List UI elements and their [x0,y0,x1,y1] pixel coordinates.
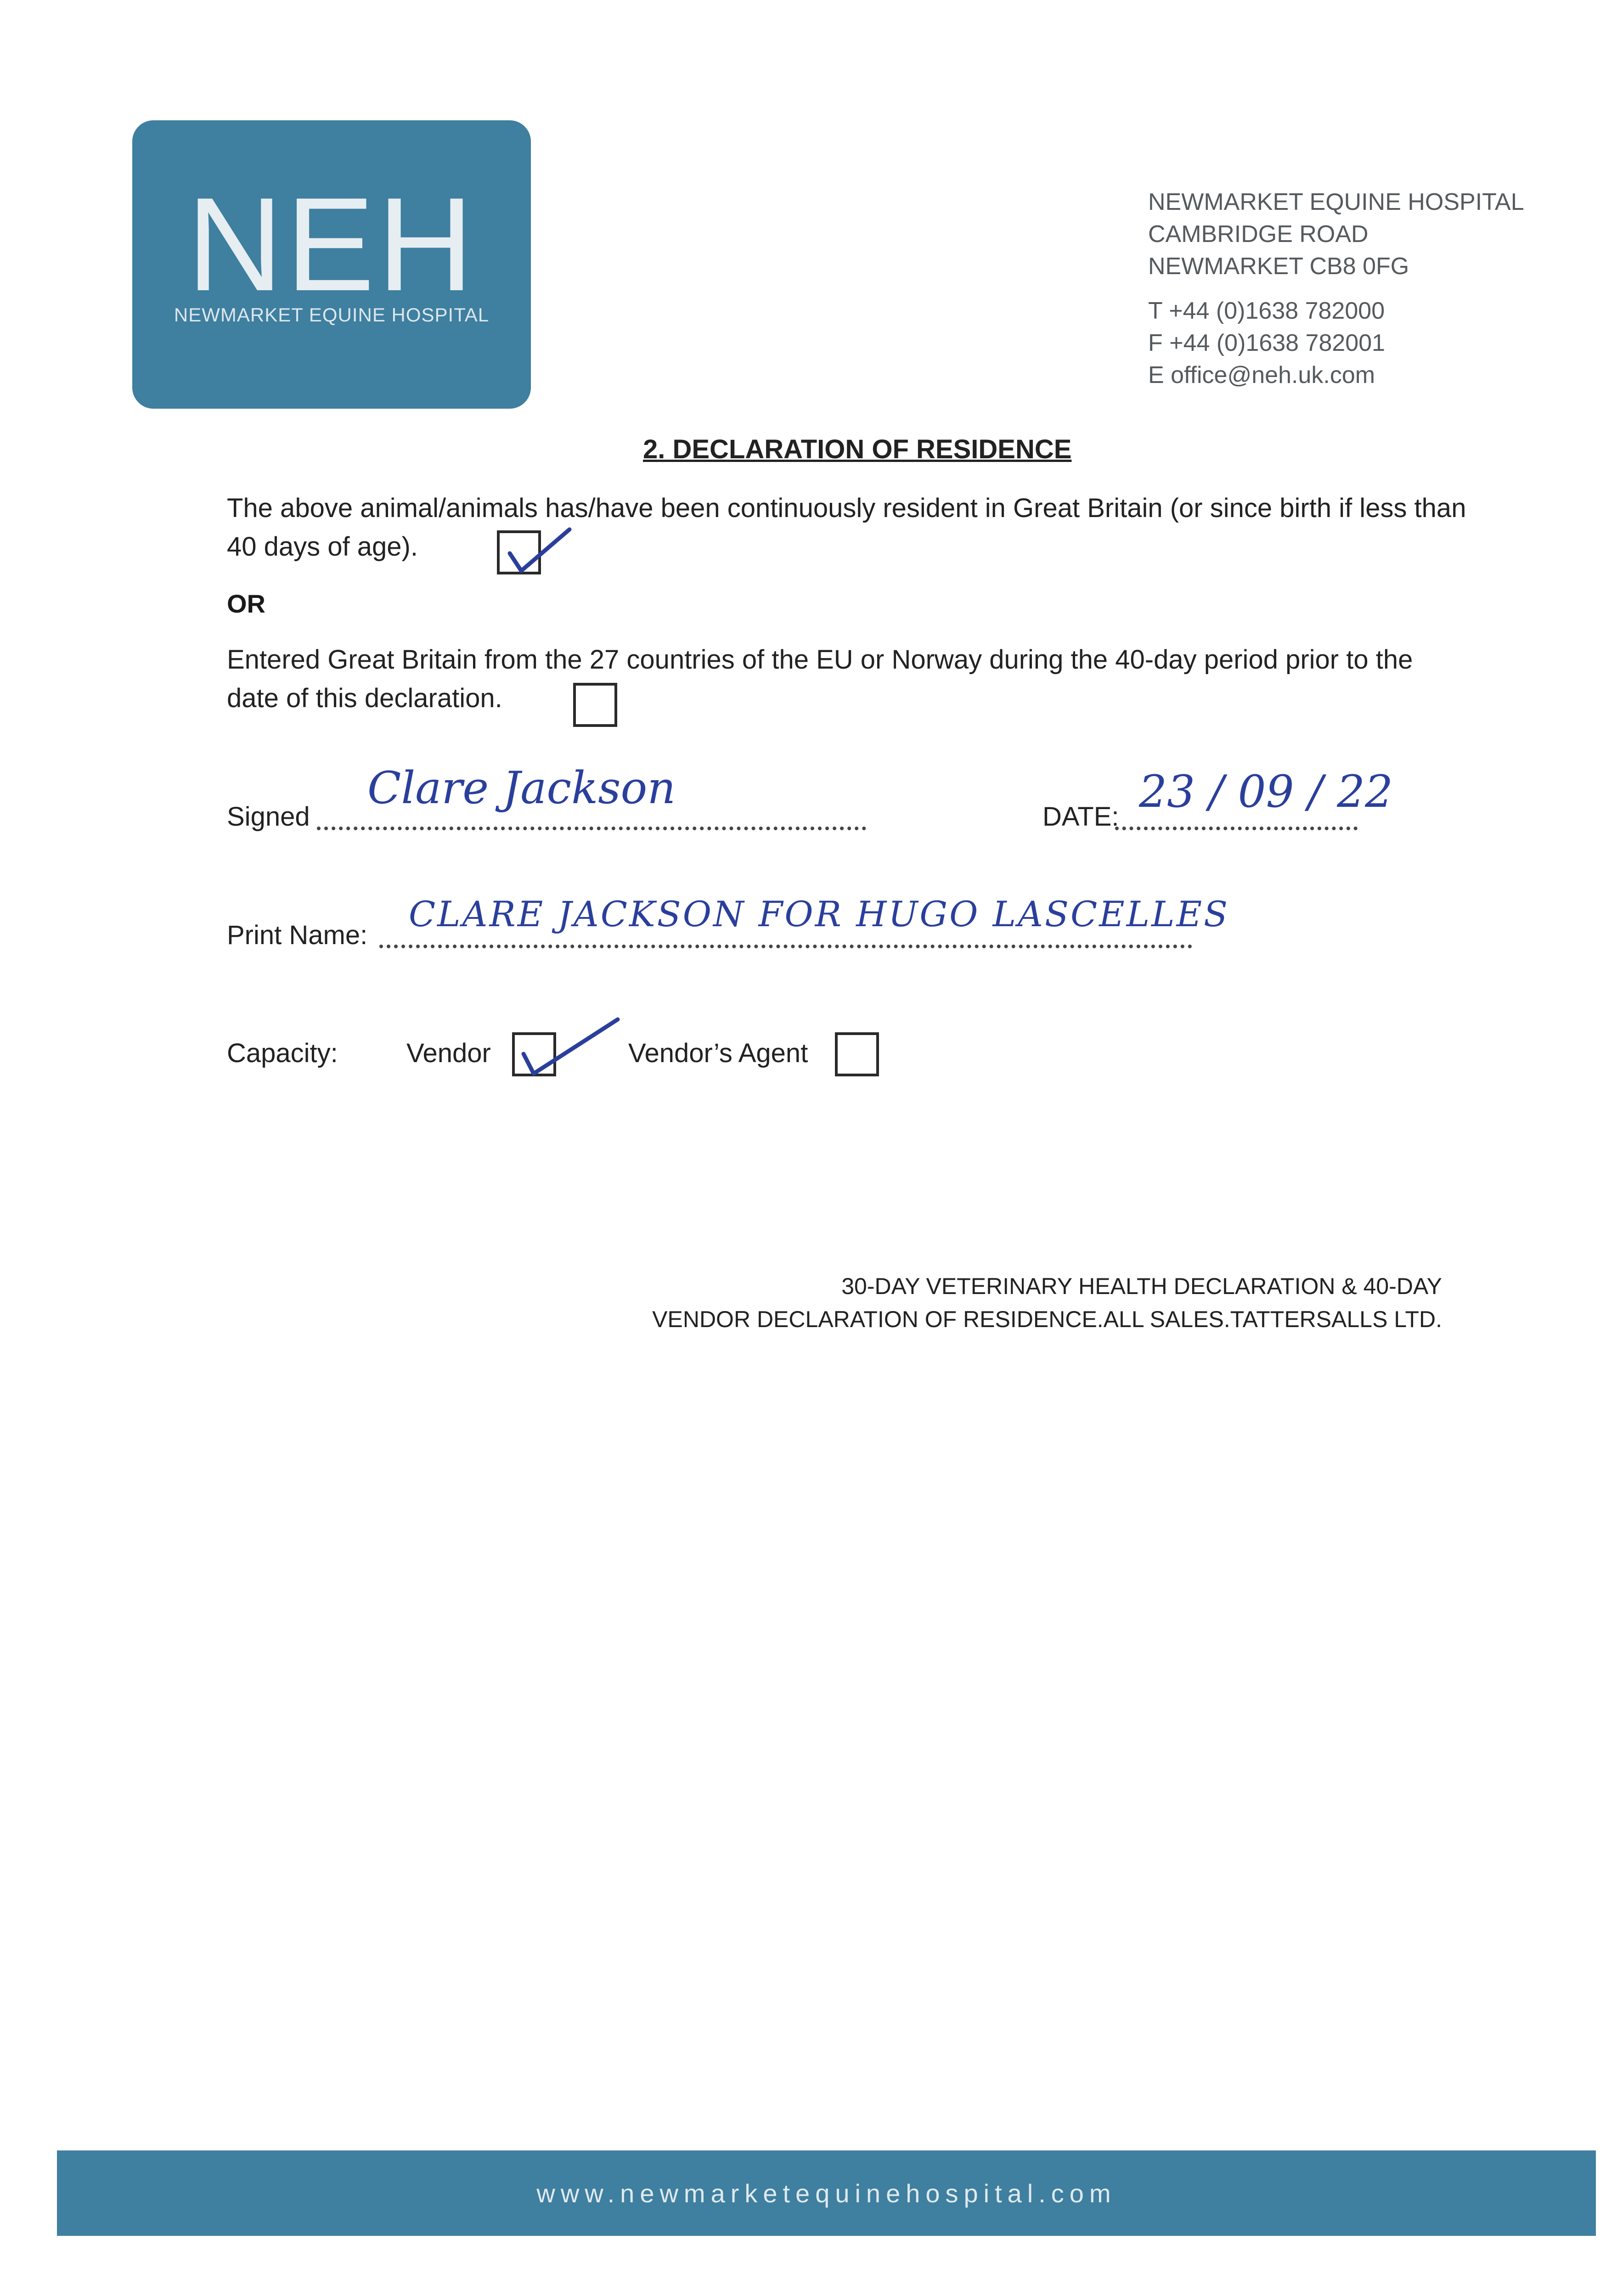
print-name-value: CLARE JACKSON FOR HUGO LASCELLES [409,894,1230,934]
contact-fax: F +44 (0)1638 782001 [1148,330,1386,356]
vendor-label: Vendor [406,1038,491,1068]
contact-block [1148,295,1385,391]
hospital-logo [132,120,531,409]
vendor-agent-checkbox[interactable] [835,1032,879,1076]
logo-letter-n: N [186,170,286,319]
date-line [1115,827,1358,830]
logo-subtitle: NEWMARKET EQUINE HOSPITAL [174,304,490,326]
option-1-checkbox[interactable] [497,530,541,574]
footer-bar [57,2150,1596,2236]
form-reference [432,1270,1442,1336]
logo-letter-h: H [377,170,477,319]
logo-letter-e: E [286,170,377,319]
address-town: NEWMARKET CB8 0FG [1148,253,1409,280]
form-reference-line-2: VENDOR DECLARATION OF RESIDENCE.ALL SALES.TATTERSALLS LTD. [652,1306,1442,1332]
signature: Clare Jackson [367,762,676,814]
option-2-checkbox[interactable] [573,683,617,727]
option-2-text: Entered Great Britain from the 27 countries of the EU or Norway during the 40-day period prior to the date of this declaration. [227,645,1413,713]
address-name: NEWMARKET EQUINE HOSPITAL [1148,189,1524,215]
contact-email: E office@neh.uk.com [1148,362,1375,388]
section-title: 2. DECLARATION OF RESIDENCE [643,434,1072,464]
date-value: 23 / 09 / 22 [1139,766,1393,817]
date-label: DATE: [1042,802,1119,832]
vendor-checkbox[interactable] [512,1032,556,1076]
address-block [1148,186,1524,282]
or-label: OR [227,589,265,618]
option-1-text: The above animal/animals has/have been continuously resident in Great Britain (or since birth if less than 40 days of age). [227,493,1466,562]
capacity-label: Capacity: [227,1038,338,1068]
signed-label: Signed [227,802,310,832]
footer-website-link[interactable]: www.newmarketequinehospital.com [536,2178,1116,2208]
contact-tel: T +44 (0)1638 782000 [1148,298,1385,324]
signed-line [317,827,866,830]
print-name-label: Print Name: [227,920,368,950]
form-reference-line-1: 30-DAY VETERINARY HEALTH DECLARATION & 40-DAY [841,1273,1442,1299]
address-street: CAMBRIDGE ROAD [1148,221,1369,248]
print-name-line [379,945,1192,948]
vendor-agent-label: Vendor’s Agent [628,1038,808,1068]
